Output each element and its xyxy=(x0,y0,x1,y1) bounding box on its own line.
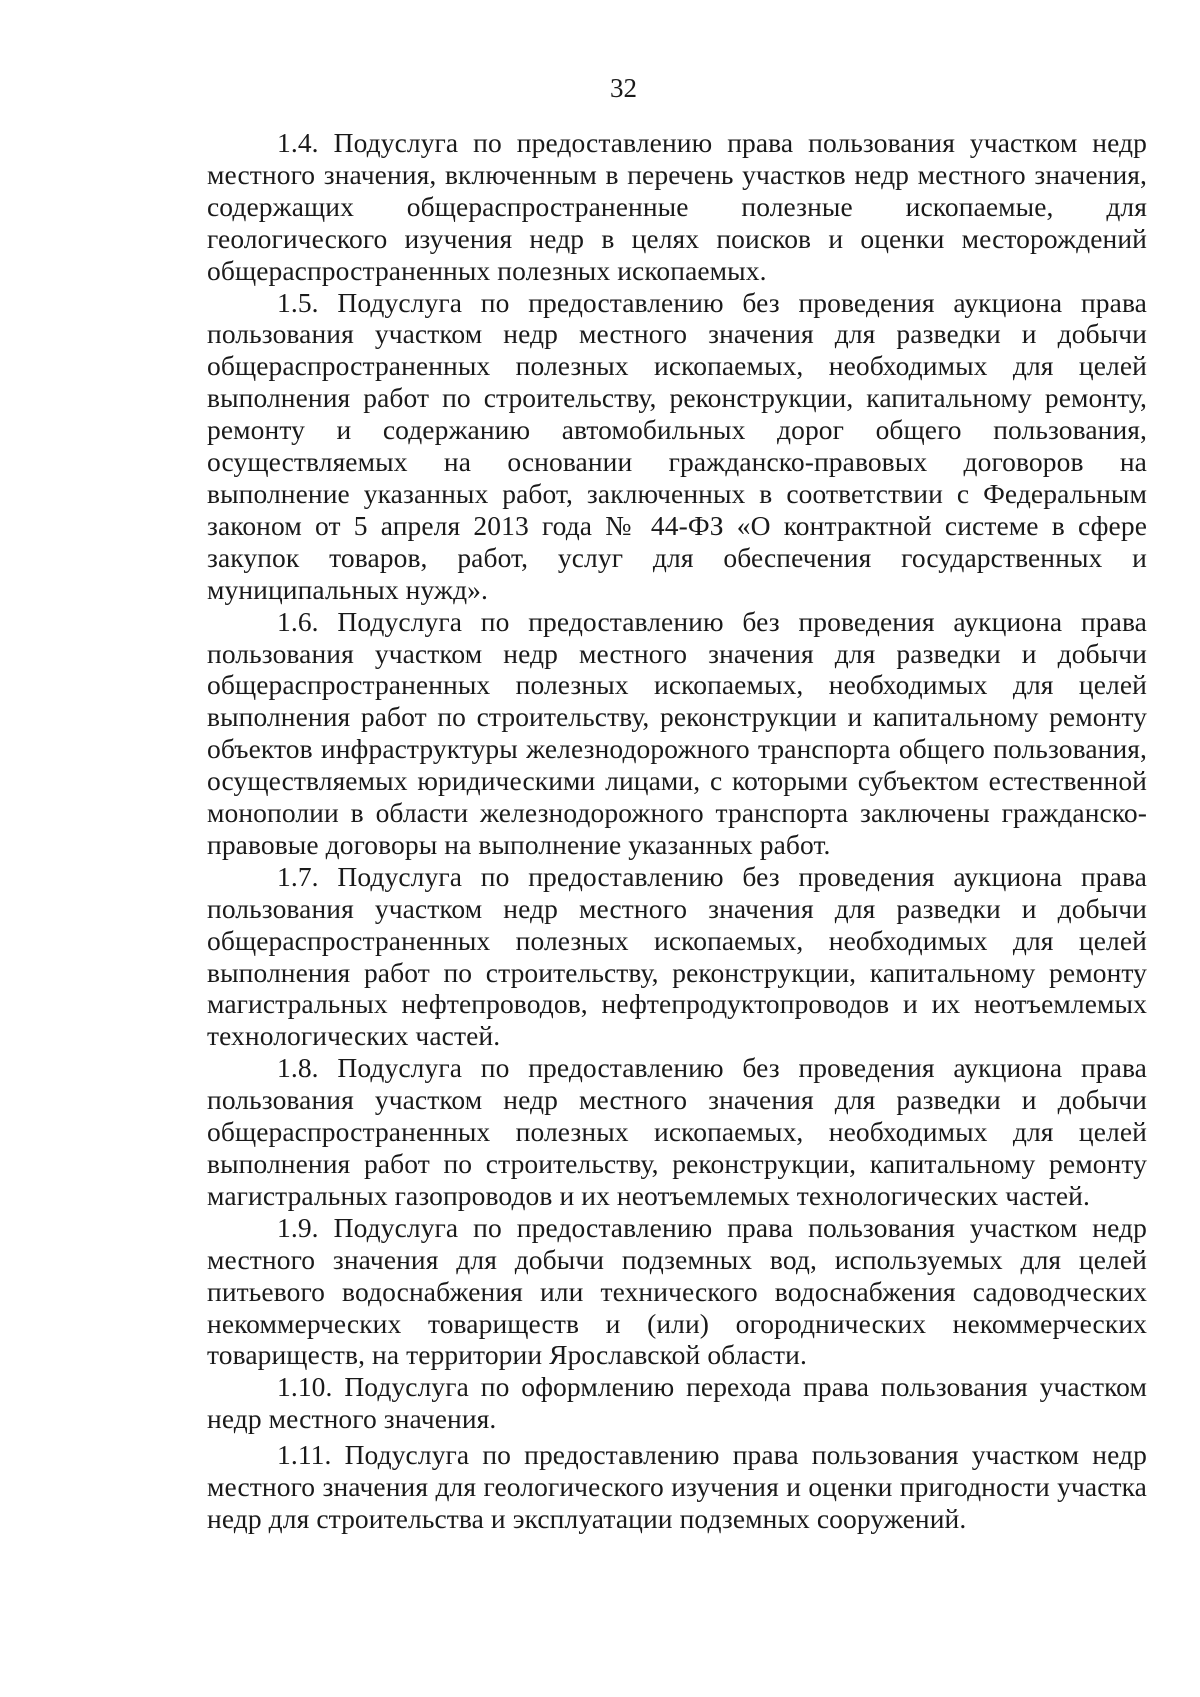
paragraph-1-10: 1.10. Подуслуга по оформлению перехода права пользования участком недр местного значения. xyxy=(207,1371,1147,1435)
paragraph-1-5: 1.5. Подуслуга по предоставлению без проведения аукциона права пользования участком недр местного значения для разведки и добычи общераспространенных полезных ископаемых, необходимых для целей выполнения работ по строительству, реконструкции, капитальному ремонту, ремонту и содержанию автомобильных дорог общего пользования, осуществляемых на основании гражданско-правовых договоров на выполнение указанных работ, заключенных в соответствии с Федеральным законом от 5 апреля 2013 года № 44-ФЗ «О контрактной системе в сфере закупок товаров, работ, услуг для обеспечения государственных и муниципальных нужд». xyxy=(207,286,1147,605)
page-number: 32 xyxy=(610,73,637,103)
paragraph-1-9: 1.9. Подуслуга по предоставлению права пользования участком недр местного значения для добычи подземных вод, используемых для целей питьевого водоснабжения или технического водоснабжения садоводческих некоммерческих товариществ и (или) огороднических некоммерческих товариществ, на территории Ярославской области. xyxy=(207,1211,1147,1371)
document-body xyxy=(207,127,1147,1535)
paragraph-1-7: 1.7. Подуслуга по предоставлению без проведения аукциона права пользования участком недр местного значения для разведки и добычи общераспространенных полезных ископаемых, необходимых для целей выполнения работ по строительству, реконструкции, капитальному ремонту магистральных нефтепроводов, нефтепродуктопроводов и их неотъемлемых технологических частей. xyxy=(207,860,1147,1052)
paragraph-1-8: 1.8. Подуслуга по предоставлению без проведения аукциона права пользования участком недр местного значения для разведки и добычи общераспространенных полезных ископаемых, необходимых для целей выполнения работ по строительству, реконструкции, капитальному ремонту магистральных газопроводов и их неотъемлемых технологических частей. xyxy=(207,1052,1147,1211)
paragraph-1-11: 1.11. Подуслуга по предоставлению права пользования участком недр местного значения для геологического изучения и оценки пригодности участка недр для строительства и эксплуатации подземных сооружений. xyxy=(207,1439,1147,1534)
paragraph-1-4: 1.4. Подуслуга по предоставлению права пользования участком недр местного значения, включенным в перечень участков недр местного значения, содержащих общераспространенные полезные ископаемые, для геологического изучения недр в целях поисков и оценки месторождений общераспространенных полезных ископаемых. xyxy=(207,127,1147,286)
paragraph-1-6: 1.6. Подуслуга по предоставлению без проведения аукциона права пользования участком недр местного значения для разведки и добычи общераспространенных полезных ископаемых, необходимых для целей выполнения работ по строительству, реконструкции и капитальному ремонту объектов инфраструктуры железнодорожного транспорта общего пользования, осуществляемых юридическими лицами, с которыми субъектом естественной монополии в области железнодорожного транспорта заключены гражданско-правовые договоры на выполнение указанных работ. xyxy=(207,605,1147,860)
